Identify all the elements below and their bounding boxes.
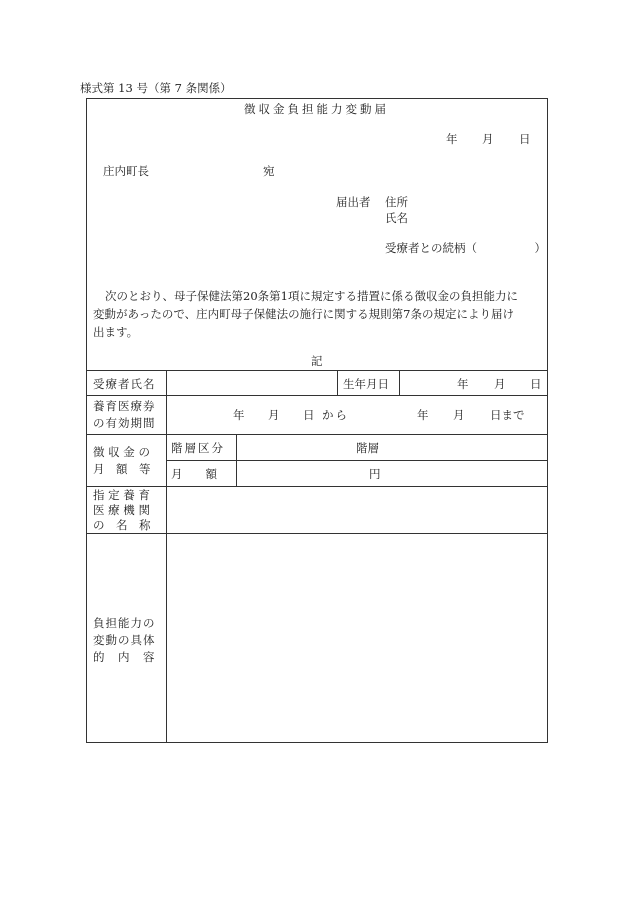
ki-marker: 記 xyxy=(311,354,323,368)
birth-label-right-line xyxy=(399,370,400,395)
body-paragraph xyxy=(93,287,543,341)
fee-sub-col-line xyxy=(236,434,237,486)
institution-label-3: の 名 称 xyxy=(93,518,151,532)
ticket-to-day: 日まで xyxy=(490,408,525,422)
institution-label-2: 医 療 機 関 xyxy=(93,503,150,517)
body-line-3: 出ます。 xyxy=(93,325,139,339)
change-label-2: 変動の具体 xyxy=(93,633,156,647)
ticket-from: から xyxy=(322,408,349,422)
change-label-3: 的 内 容 xyxy=(93,650,156,664)
class-value: 階層 xyxy=(356,441,379,455)
birth-label-left-line xyxy=(337,370,338,395)
ticket-from-year: 年 xyxy=(233,408,245,422)
addressee-honorific: 宛 xyxy=(263,164,275,178)
date-day: 日 xyxy=(519,132,531,146)
change-label-1: 負担能力の xyxy=(93,616,156,630)
row-line-1 xyxy=(86,395,548,396)
birthdate-month: 月 xyxy=(494,377,506,391)
monthly-label: 月 額 xyxy=(171,467,217,481)
form-number: 様式第 13 号（第 7 条関係） xyxy=(80,81,232,95)
body-line-1: 次のとおり、母子保健法第20条第1項に規定する措置に係る徴収金の負担能力に xyxy=(105,289,518,303)
date-year: 年 xyxy=(446,132,458,146)
institution-label-1: 指 定 養 育 xyxy=(93,488,150,502)
form-title: 徴収金負担能力変動届 xyxy=(244,102,389,116)
applicant-relation-label: 受療者との続柄（ ） xyxy=(385,241,546,255)
fee-label-1: 徴 収 金 の xyxy=(93,445,150,459)
applicant-label: 届出者 xyxy=(336,195,371,209)
ticket-label-1: 養育医療券 xyxy=(93,399,156,413)
row-line-2 xyxy=(86,434,548,435)
ticket-to-month: 月 xyxy=(453,408,465,422)
applicant-name-label: 氏名 xyxy=(385,211,408,225)
class-label: 階層区分 xyxy=(171,441,225,455)
birthdate-year: 年 xyxy=(457,377,469,391)
label-col-line xyxy=(166,370,167,743)
table-top-line xyxy=(86,370,548,371)
body-line-2: 変動があったので、庄内町母子保健法の施行に関する規則第7条の規定により届け xyxy=(93,307,514,321)
fee-label-2: 月 額 等 xyxy=(93,462,151,476)
applicant-address-label: 住所 xyxy=(385,195,408,209)
row-line-3 xyxy=(86,486,548,487)
ticket-from-day: 日 xyxy=(303,408,315,422)
ticket-from-month: 月 xyxy=(268,408,280,422)
ticket-label-2: の有効期間 xyxy=(93,416,156,430)
birthdate-label: 生年月日 xyxy=(343,377,389,391)
birthdate-day: 日 xyxy=(530,377,542,391)
addressee-mayor: 庄内町長 xyxy=(103,164,149,178)
row-line-3a xyxy=(166,460,548,461)
patient-name-label: 受療者氏名 xyxy=(93,377,156,391)
date-month: 月 xyxy=(482,132,494,146)
ticket-to-year: 年 xyxy=(417,408,429,422)
monthly-value: 円 xyxy=(369,467,381,481)
row-line-4 xyxy=(86,533,548,534)
